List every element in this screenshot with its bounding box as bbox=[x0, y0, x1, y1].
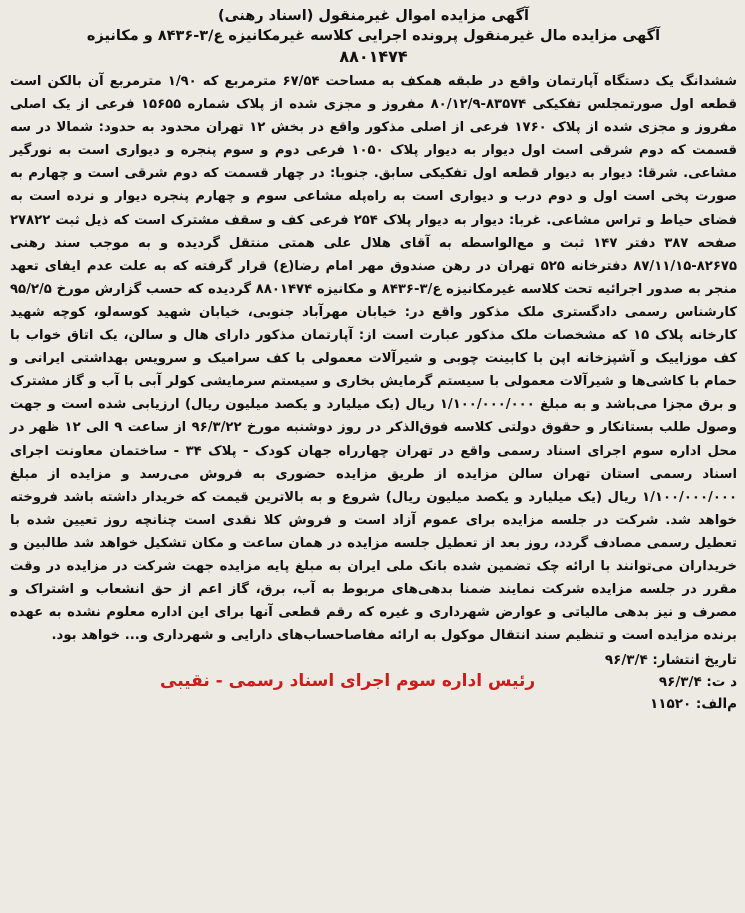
dt-date: د ت: ۹۶/۳/۴ bbox=[658, 674, 737, 691]
notice-header bbox=[10, 6, 737, 68]
signature: رئیس اداره سوم اجرای اسناد رسمی - نقیبی bbox=[160, 671, 536, 692]
publish-date: تاریخ انتشار: ۹۶/۳/۴ bbox=[604, 652, 737, 669]
notice-footer bbox=[10, 649, 737, 715]
reference-code: م‌الف: ۱۱۵۲۰ bbox=[650, 696, 737, 713]
notice-title: آگهی مزایده اموال غیرمنقول (اسناد رهنی) bbox=[218, 8, 529, 24]
notice-subtitle: آگهی مزایده مال غیرمنقول پرونده اجرایی کلاسه غیرمکانیزه ع/۳-۸۴۳۶ و مکانیزه bbox=[86, 28, 661, 44]
notice-body: ششدانگ یک دستگاه آپارتمان واقع در طبقه همکف به مساحت ۶۷/۵۴ مترمربع که ۱/۹۰ مترمربع آن بالکن است قطعه اول صورتمجلس تفکیکی ۸۳۵۷۴-۸۰/۱۲/۹ مفروز و مجزی شده از پلاک شماره ۱۵۶۵۵ فرعی از یک اصلی مفروز و مجزی شده از پلاک ۱۷۶۰ فرعی از اصلی مذکور واقع در بخش ۱۲ تهران محدود به حدود: شمالا در سه قسمت که دوم شرقی است اول دیوار به دیوار پلاک ۱۰۵۰ فرعی دوم و سوم پنجره و دیواری است به نورگیر مشاعی. شرقا: دیوار به دیوار قطعه اول تفکیکی سابق. جنوبا: در چهار قسمت که دوم شرقی است و چهارم به صورت پخی است اول و دوم درب و دیواری است به راه‌پله مشاعی سوم و چهارم پنجره دیوار و نرده است به فضای حیاط و تراس مشاعی. غربا: دیوار به دیوار پلاک ۲۵۴ فرعی کف و سقف مشترک است که ذیل ثبت ۲۷۸۲۲ صفحه ۳۸۷ دفتر ۱۴۷ ثبت و مع‌الواسطه به آقای هلال علی همتی منتقل گردیده و به موجب سند رهنی ۸۲۶۷۵-۸۷/۱۱/۱۵ دفترخانه ۵۲۵ تهران در رهن صندوق مهر امام رضا(ع) قرار گرفته که به علت عدم ایفای تعهد منجر به صدور اجرائیه تحت کلاسه غیرمکانیزه ع/۳-۸۴۳۶ و مکانیزه ۸۸۰۱۴۷۴ گردیده که حسب گزارش مورخ ۹۵/۲/۵ کارشناس رسمی دادگستری ملک مذکور واقع در: خیابان مهرآباد جنوبی، خیابان شهید کوسه‌لو، کوچه شهید کارخانه پلاک ۱۵ که مشخصات ملک مذکور عبارت است از: آپارتمان مذکور دارای هال و سالن، یک اتاق خواب با کف موزاییک و آشپزخانه اپن با کابینت چوبی و شیرآلات معمولی با کف سرامیک و سرویس بهداشتی ایرانی و حمام با کاشی‌ها و شیرآلات معمولی با سیستم گرمایش بخاری و سیستم سرمایشی کولر آبی با آب و گاز مشترک و برق مجزا می‌باشد و به مبلغ ۱/۱۰۰/۰۰۰/۰۰۰ ریال (یک میلیارد و یکصد میلیون ریال) ارزیابی شده است و جهت وصول طلب بستانکار و حقوق دولتی کلاسه فوق‌الذکر در روز دوشنبه مورخ ۹۶/۳/۲۲ از ساعت ۹ الی ۱۲ ظهر در محل اداره سوم اجرای اسناد رسمی واقع در تهران چهارراه جهان کودک - پلاک ۳۴ - ساختمان معاونت اجرای اسناد رسمی استان تهران سالن مزایده از طریق مزایده حضوری به فروش می‌رسد و مزایده از مبلغ ۱/۱۰۰/۰۰۰/۰۰۰ ریال (یک میلیارد و یکصد میلیون ریال) شروع و به بالاترین قیمت که خریدار داشته باشد فروخته خواهد شد. شرکت در جلسه مزایده برای عموم آزاد است و فروش کلا نقدی است چنانچه روز تعیین شده با تعطیل رسمی مصادف گردد، روز بعد از تعطیل جلسه مزایده در همان ساعت و مکان تشکیل خواهد شد طالبین و خریداران می‌توانند با ارائه چک تضمین شده بانک ملی ایران به مبلغ پایه مزایده جهت شرکت در مزایده در وقت مقرر در جلسه مزایده شرکت نمایند ضمنا بدهی‌های مربوط به آب، برق، گاز اعم از حق انشعاب و اشتراک و مصرف و نیز بدهی مالیاتی و عوارض شهرداری و غیره که رقم قطعی آنها برای این اداره معلوم نشده به عهده برنده مزایده است و تنظیم سند انتقال موکول به ارائه مفاصاحساب‌های دارایی و شهرداری و... خواهد بود. bbox=[10, 74, 738, 644]
case-number: ۸۸۰۱۴۷۴ bbox=[339, 47, 408, 66]
